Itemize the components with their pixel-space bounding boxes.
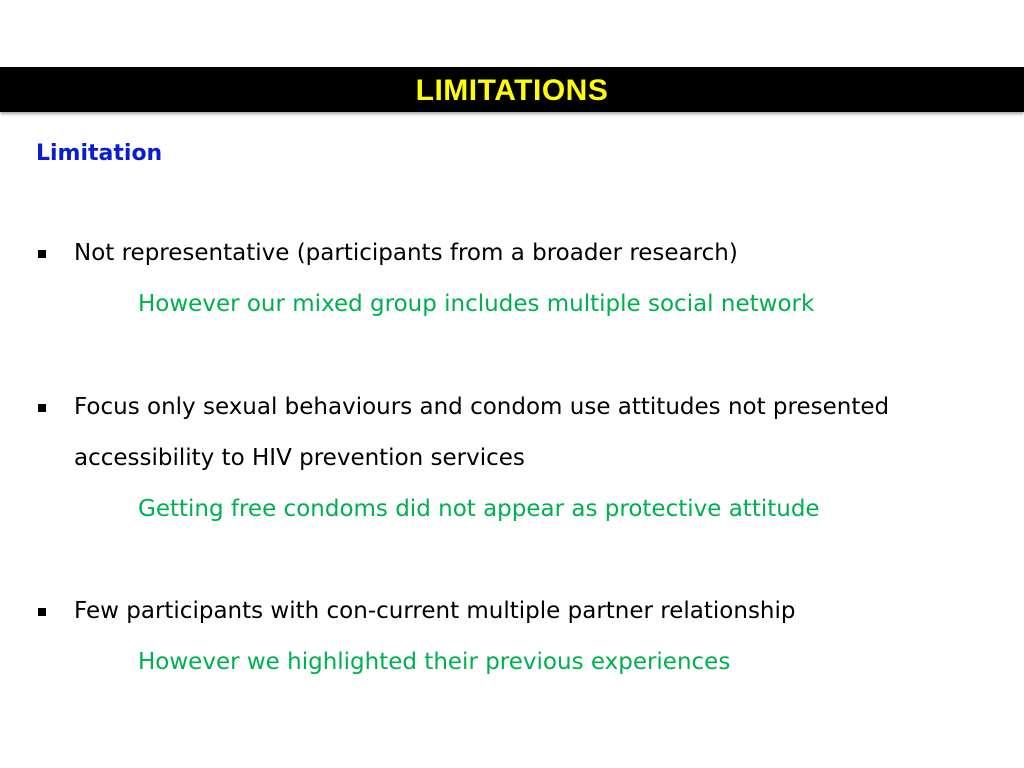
square-bullet-icon [38,404,46,412]
square-bullet-icon [38,608,46,616]
point-note: However we highlighted their previous experiences [138,649,731,675]
point-note: Getting free condoms did not appear as protective attitude [138,496,820,522]
point-text: Not representative (participants from a broader research) [74,240,738,266]
point-note: However our mixed group includes multiple social network [138,291,815,317]
slide-title: LIMITATIONS [415,73,609,107]
point-text: Few participants with con-current multiple partner relationship [74,598,796,624]
square-bullet-icon [38,250,46,258]
point-text: Focus only sexual behaviours and condom use attitudes not presented accessibility to HIV prevention services [74,394,890,471]
title-bar [0,67,1024,112]
subheading: Limitation [36,141,163,166]
